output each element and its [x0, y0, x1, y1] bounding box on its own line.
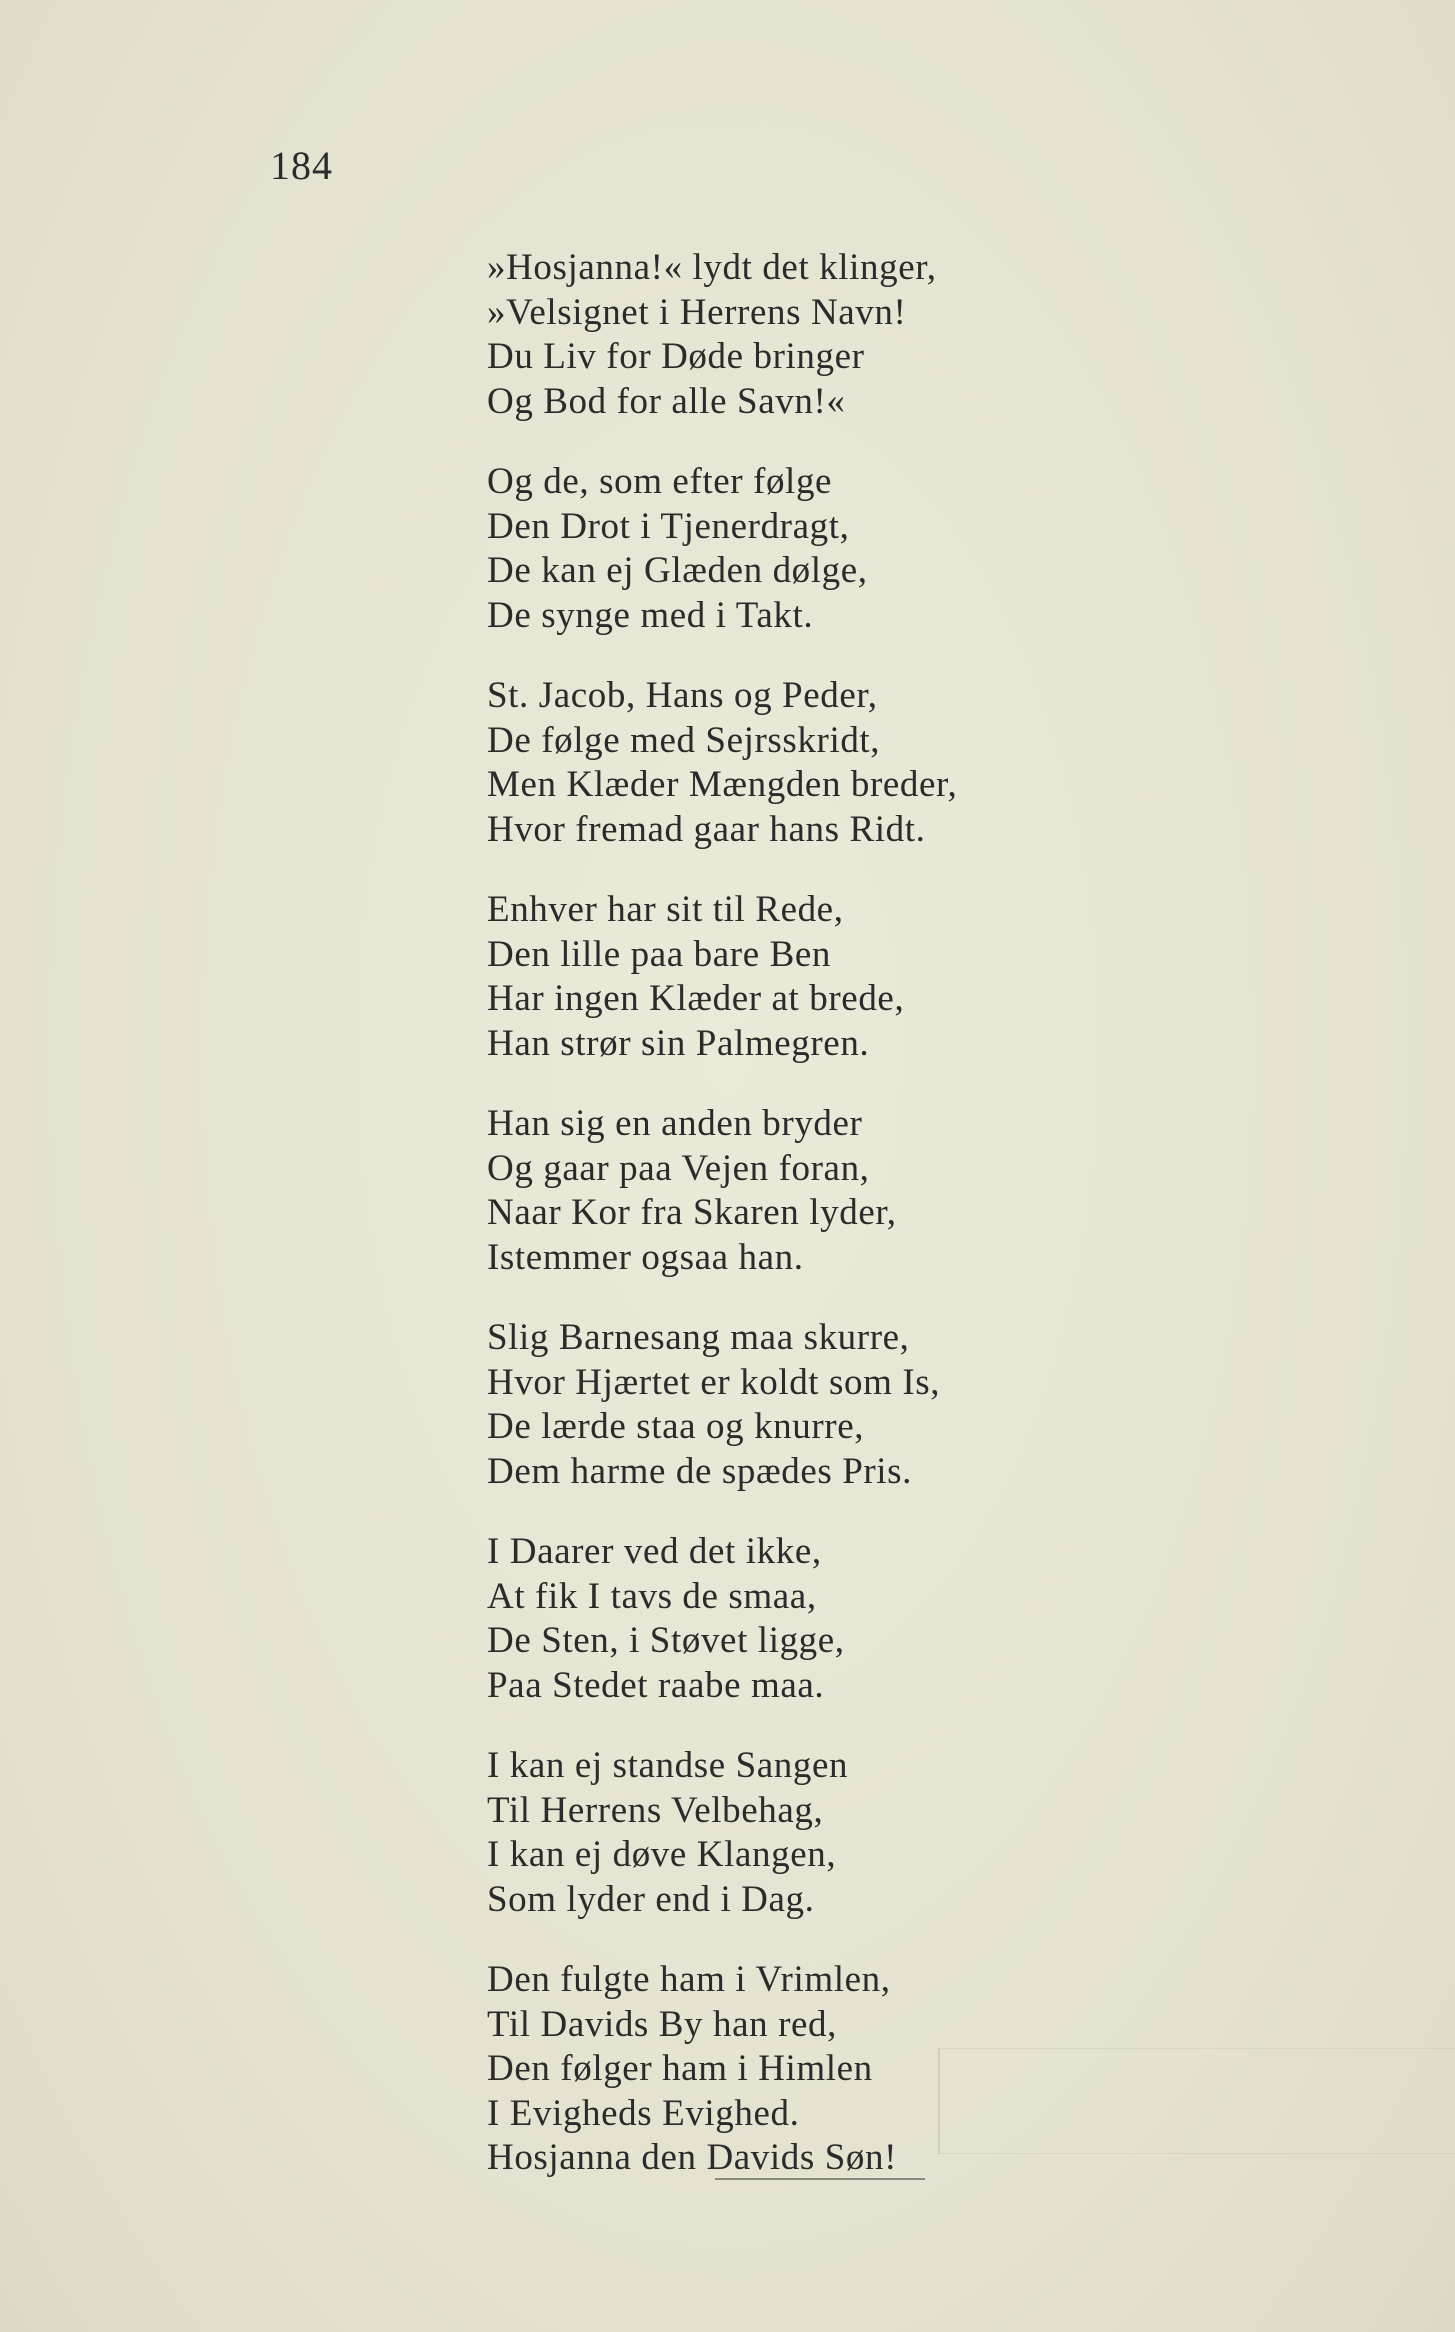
- poem-line: Han strør sin Palmegren.: [487, 1022, 870, 1064]
- poem-line: Paa Stedet raabe maa.: [487, 1664, 825, 1706]
- poem-line: De synge med i Takt.: [487, 594, 814, 636]
- poem-line: De kan ej Glæden dølge,: [487, 550, 868, 591]
- poem-line: Har ingen Klæder at brede,: [487, 978, 905, 1019]
- stanza-8: [487, 1744, 1087, 1922]
- poem-line: Den lille paa bare Ben: [487, 933, 831, 975]
- poem-line: Den Drot i Tjenerdragt,: [487, 505, 850, 547]
- poem-line: Og Bod for alle Savn!«: [487, 380, 846, 422]
- poem-line: Til Herrens Velbehag,: [487, 1789, 824, 1831]
- poem-line: Som lyder end i Dag.: [487, 1878, 815, 1920]
- poem-line: Den følger ham i Himlen: [487, 2048, 873, 2089]
- poem-line: »Hosjanna!« lydt det klinger,: [487, 247, 937, 288]
- poem-line: I kan ej døve Klangen,: [487, 1834, 837, 1875]
- poem-line: Enhver har sit til Rede,: [487, 889, 844, 930]
- scan-edge-artifact: [938, 2048, 1455, 2154]
- poem-line: Til Davids By han red,: [487, 2003, 837, 2045]
- poem-line: Hosjanna den Davids Søn!: [487, 2137, 898, 2178]
- poem-line: At fik I tavs de smaa,: [487, 1575, 817, 1617]
- poem-line: De lærde staa og knurre,: [487, 1406, 865, 1447]
- poem-line: I Daarer ved det ikke,: [487, 1531, 822, 1572]
- poem-line: St. Jacob, Hans og Peder,: [487, 675, 878, 716]
- stanza-3: [487, 674, 1087, 852]
- poem-line: I Evigheds Evighed.: [487, 2092, 800, 2134]
- poem-line: Hvor Hjærtet er koldt som Is,: [487, 1361, 941, 1403]
- poem-line: Naar Kor fra Skaren lyder,: [487, 1192, 897, 1233]
- stanza-1: [487, 246, 1087, 424]
- poem-line: Han sig en anden bryder: [487, 1103, 863, 1144]
- poem-line: De følge med Sejrsskridt,: [487, 719, 881, 761]
- end-rule: [715, 2178, 925, 2180]
- page-number: 184: [270, 143, 333, 188]
- poem-line: Den fulgte ham i Vrimlen,: [487, 1959, 891, 2000]
- poem-line: Og de, som efter følge: [487, 461, 833, 502]
- poem-line: I kan ej standse Sangen: [487, 1745, 849, 1786]
- poem-line: Du Liv for Døde bringer: [487, 336, 865, 377]
- poem-line: Hvor fremad gaar hans Ridt.: [487, 808, 926, 850]
- stanza-4: [487, 888, 1087, 1066]
- poem-line: De Sten, i Støvet ligge,: [487, 1620, 845, 1661]
- poem-line: Istemmer ogsaa han.: [487, 1236, 804, 1278]
- poem-line: Dem harme de spædes Pris.: [487, 1450, 913, 1492]
- poem: [487, 246, 1087, 2217]
- stanza-5: [487, 1102, 1087, 1280]
- stanza-6: [487, 1316, 1087, 1494]
- poem-line: »Velsignet i Herrens Navn!: [487, 291, 907, 333]
- stanza-7: [487, 1530, 1087, 1708]
- poem-line: Men Klæder Mængden breder,: [487, 764, 958, 805]
- poem-line: Og gaar paa Vejen foran,: [487, 1147, 870, 1189]
- stanza-2: [487, 460, 1087, 638]
- poem-line: Slig Barnesang maa skurre,: [487, 1317, 910, 1358]
